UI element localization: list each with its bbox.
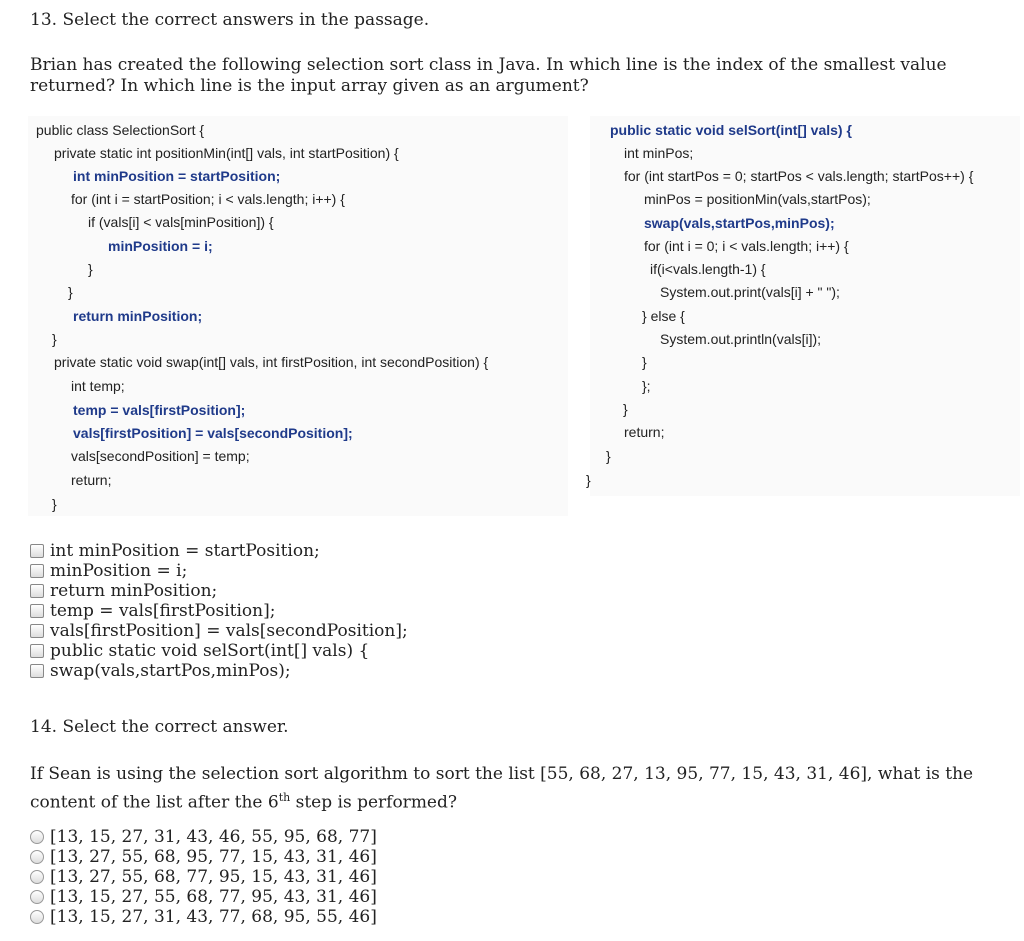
code-line: } xyxy=(68,284,73,300)
q13-option[interactable] xyxy=(30,621,408,641)
radio-button[interactable] xyxy=(30,910,44,924)
option-label: public static void selSort(int[] vals) { xyxy=(50,641,370,661)
code-line: } xyxy=(52,496,57,512)
option-label: [13, 15, 27, 31, 43, 77, 68, 95, 55, 46] xyxy=(50,907,377,927)
radio-button[interactable] xyxy=(30,830,44,844)
code-line: } xyxy=(642,354,647,370)
code-line: }; xyxy=(642,378,651,394)
checkbox[interactable] xyxy=(30,544,44,558)
q14-option[interactable] xyxy=(30,867,377,887)
q13-option[interactable] xyxy=(30,601,275,621)
code-line: if(i<vals.length-1) { xyxy=(650,261,766,277)
q13-option[interactable] xyxy=(30,641,369,661)
question-14-title: 14. Select the correct answer. xyxy=(30,717,289,737)
q14-option[interactable] xyxy=(30,847,377,867)
checkbox[interactable] xyxy=(30,644,44,658)
code-line: int minPosition = startPosition; xyxy=(73,168,281,184)
option-label: [13, 27, 55, 68, 95, 77, 15, 43, 31, 46] xyxy=(50,847,377,867)
prompt-superscript: th xyxy=(278,791,291,804)
code-line: private static void swap(int[] vals, int firstPosition, int secondPosition) { xyxy=(54,354,489,370)
code-line: int minPos; xyxy=(624,145,694,161)
code-line: for (int i = startPosition; i < vals.length; i++) { xyxy=(71,191,345,207)
code-line: return minPosition; xyxy=(73,308,203,324)
question-14-prompt xyxy=(30,762,990,815)
code-line: } xyxy=(52,331,57,347)
code-line: for (int i = 0; i < vals.length; i++) { xyxy=(644,238,849,254)
code-panel-right xyxy=(586,116,1020,496)
code-line: vals[secondPosition] = temp; xyxy=(71,448,250,464)
q14-option[interactable] xyxy=(30,907,377,927)
code-line: int temp; xyxy=(71,378,125,394)
code-line: vals[firstPosition] = vals[secondPosition]; xyxy=(73,425,353,441)
code-line: } xyxy=(586,472,591,488)
option-label: swap(vals,startPos,minPos); xyxy=(50,661,291,681)
option-label: temp = vals[firstPosition]; xyxy=(50,601,276,621)
q13-option[interactable] xyxy=(30,661,291,681)
code-line: for (int startPos = 0; startPos < vals.length; startPos++) { xyxy=(624,168,974,184)
option-label: minPosition = i; xyxy=(50,561,188,581)
prompt-text-end: step is performed? xyxy=(290,792,457,813)
option-label: [13, 15, 27, 55, 68, 77, 95, 43, 31, 46] xyxy=(50,887,377,907)
checkbox[interactable] xyxy=(30,664,44,678)
code-line: minPosition = i; xyxy=(108,238,213,254)
option-label: int minPosition = startPosition; xyxy=(50,541,320,561)
code-line: return; xyxy=(71,472,112,488)
code-line: System.out.println(vals[i]); xyxy=(660,331,822,347)
code-line: private static int positionMin(int[] vals, int startPosition) { xyxy=(54,145,399,161)
option-label: return minPosition; xyxy=(50,581,218,601)
code-line: } else { xyxy=(642,308,685,324)
code-line: } xyxy=(88,261,93,277)
q13-option[interactable] xyxy=(30,581,217,601)
radio-button[interactable] xyxy=(30,870,44,884)
question-13-title: 13. Select the correct answers in the passage. xyxy=(30,10,430,30)
checkbox[interactable] xyxy=(30,604,44,618)
q14-option[interactable] xyxy=(30,887,377,907)
code-line: if (vals[i] < vals[minPosition]) { xyxy=(88,214,274,230)
code-line: } xyxy=(606,448,611,464)
question-13-prompt: Brian has created the following selection sort class in Java. In which line is the index of the smallest value returned? In which line is the input array given as an argument? xyxy=(30,55,947,96)
checkbox[interactable] xyxy=(30,564,44,578)
option-label: [13, 15, 27, 31, 43, 46, 55, 95, 68, 77] xyxy=(50,827,377,847)
checkbox[interactable] xyxy=(30,624,44,638)
code-line: minPos = positionMin(vals,startPos); xyxy=(644,191,871,207)
code-line: System.out.print(vals[i] + " "); xyxy=(660,284,840,300)
code-line: } xyxy=(623,401,628,417)
code-line: public static void selSort(int[] vals) { xyxy=(610,122,852,138)
option-label: [13, 27, 55, 68, 77, 95, 15, 43, 31, 46] xyxy=(50,867,377,887)
q14-option[interactable] xyxy=(30,827,377,847)
code-panel-left xyxy=(28,116,568,516)
q13-option[interactable] xyxy=(30,561,187,581)
radio-button[interactable] xyxy=(30,890,44,904)
q13-option[interactable] xyxy=(30,541,320,561)
prompt-text: If Sean is using the selection sort algorithm to sort the list [55, 68, 27, 13, 95, 77, 15, 43, 31, 46], what is the content of the list after the 6 xyxy=(30,764,974,813)
code-line: temp = vals[firstPosition]; xyxy=(73,402,246,418)
checkbox[interactable] xyxy=(30,584,44,598)
option-label: vals[firstPosition] = vals[secondPosition]; xyxy=(50,621,408,641)
code-line: public class SelectionSort { xyxy=(36,122,205,138)
radio-button[interactable] xyxy=(30,850,44,864)
code-line: return; xyxy=(624,424,665,440)
code-line: swap(vals,startPos,minPos); xyxy=(644,215,835,231)
